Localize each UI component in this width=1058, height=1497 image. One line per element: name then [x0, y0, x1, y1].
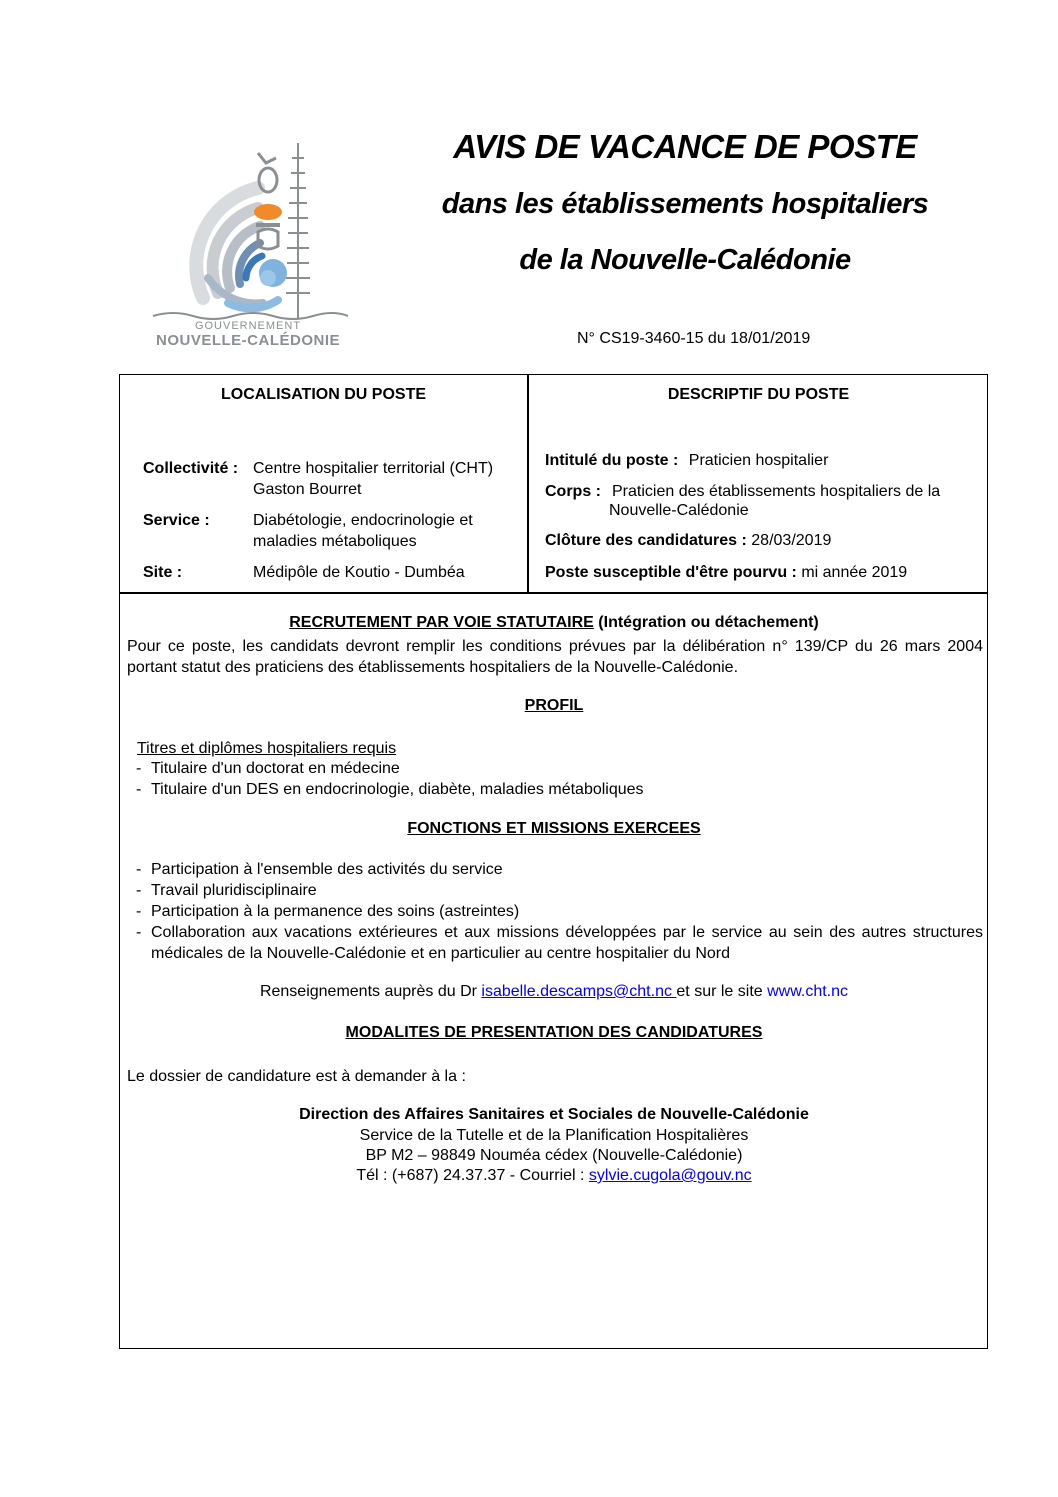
intitule-row — [545, 450, 828, 471]
list-item: - Collaboration aux vacations extérieures et aux missions développées par le service au sein des autres structures médicales de la Nouvelle-Calédonie et en particulier au centre hospitalier du Nord — [133, 922, 983, 964]
modalites-address: BP M2 – 98849 Nouméa cédex (Nouvelle-Calédonie) — [365, 1147, 743, 1164]
renseignements-middle: et sur le site — [676, 983, 768, 1000]
site-label: Site : — [143, 564, 183, 581]
modalites-service: Service de la Tutelle et de la Planification Hospitalières — [359, 1127, 749, 1144]
renseignements-row — [120, 983, 988, 1001]
pourvu-label: Poste susceptible d'être pourvu : — [545, 564, 797, 581]
reference-number: N° CS19-3460-15 du 18/01/2019 — [577, 330, 811, 347]
service-value-2: maladies métaboliques — [253, 533, 417, 550]
cloture-label: Clôture des candidatures : — [545, 532, 747, 549]
profil-heading-row — [120, 697, 988, 715]
list-item: - Travail pluridisciplinaire — [133, 880, 983, 901]
logo-line-2: NOUVELLE-CALÉDONIE — [155, 332, 340, 349]
document-title: AVIS DE VACANCE DE POSTE — [453, 128, 917, 165]
recrutement-heading-suffix: (Intégration ou détachement) — [598, 614, 819, 631]
site-value: Médipôle de Koutio - Dumbéa — [253, 564, 465, 581]
profil-heading: PROFIL — [524, 697, 584, 714]
column-divider — [527, 374, 529, 593]
renseignements-site-link[interactable]: www.cht.nc — [767, 983, 849, 1000]
cloture-row — [545, 530, 831, 551]
logo-line-1: GOUVERNEMENT — [194, 320, 302, 332]
collectivite-label: Collectivité : — [143, 460, 239, 477]
section-divider — [119, 592, 988, 594]
pourvu-row — [545, 562, 907, 583]
list-item: - Participation à la permanence des soins (astreintes) — [133, 901, 983, 922]
service-value-1: Diabétologie, endocrinologie et — [253, 512, 473, 529]
localisation-heading: LOCALISATION DU POSTE — [220, 386, 427, 403]
pourvu-value: mi année 2019 — [801, 564, 908, 581]
recrutement-heading: RECRUTEMENT PAR VOIE STATUTAIRE — [289, 614, 594, 631]
profil-subheading: Titres et diplômes hospitaliers requis — [137, 740, 397, 757]
list-item: - Titulaire d'un doctorat en médecine — [133, 758, 983, 779]
intitule-value: Praticien hospitalier — [688, 452, 829, 469]
profil-list — [133, 758, 983, 800]
intitule-label: Intitulé du poste : — [545, 452, 679, 469]
descriptif-heading: DESCRIPTIF DU POSTE — [667, 386, 850, 403]
renseignements-email-link[interactable]: isabelle.descamps@cht.nc — [481, 983, 677, 1000]
corps-label: Corps : — [545, 483, 601, 500]
corps-value-1: Praticien des établissements hospitaliers de la — [612, 483, 941, 500]
document-subtitle-1: dans les établissements hospitaliers — [441, 188, 929, 220]
modalites-intro: Le dossier de candidature est à demander à la : — [127, 1068, 466, 1085]
modalites-contact-email-link[interactable]: sylvie.cugola@gouv.nc — [588, 1167, 752, 1184]
logo-caption — [148, 320, 348, 349]
fonctions-heading-row — [120, 820, 988, 838]
recrutement-heading-row — [120, 614, 988, 632]
collectivite-value-2: Gaston Bourret — [253, 481, 362, 498]
collectivite-value-1: Centre hospitalier territorial (CHT) — [253, 460, 494, 477]
modalites-heading: MODALITES DE PRESENTATION DES CANDIDATURES — [345, 1024, 763, 1041]
list-item: - Titulaire d'un DES en endocrinologie, diabète, maladies métaboliques — [133, 779, 983, 800]
renseignements-prefix: Renseignements auprès du Dr — [259, 983, 482, 1000]
modalites-contact-prefix: Tél : (+687) 24.37.37 - Courriel : — [356, 1167, 589, 1184]
fonctions-heading: FONCTIONS ET MISSIONS EXERCEES — [407, 820, 701, 837]
recrutement-text: Pour ce poste, les candidats devront remplir les conditions prévues par la délibération n° 139/CP du 26 mars 2004 portant statut des praticiens des établissements hospitaliers de la Nouvelle-Calédonie. — [127, 638, 983, 676]
fonctions-list — [133, 859, 983, 964]
modalites-heading-row — [120, 1024, 988, 1042]
corps-value-2: Nouvelle-Calédonie — [609, 502, 749, 519]
modalites-org: Direction des Affaires Sanitaires et Sociales de Nouvelle-Calédonie — [299, 1106, 809, 1123]
list-item: - Participation à l'ensemble des activités du service — [133, 859, 983, 880]
modalites-contact-row — [120, 1167, 988, 1185]
service-label: Service : — [143, 512, 210, 529]
document-subtitle-2: de la Nouvelle-Calédonie — [519, 244, 851, 276]
cloture-value: 28/03/2019 — [751, 532, 832, 549]
